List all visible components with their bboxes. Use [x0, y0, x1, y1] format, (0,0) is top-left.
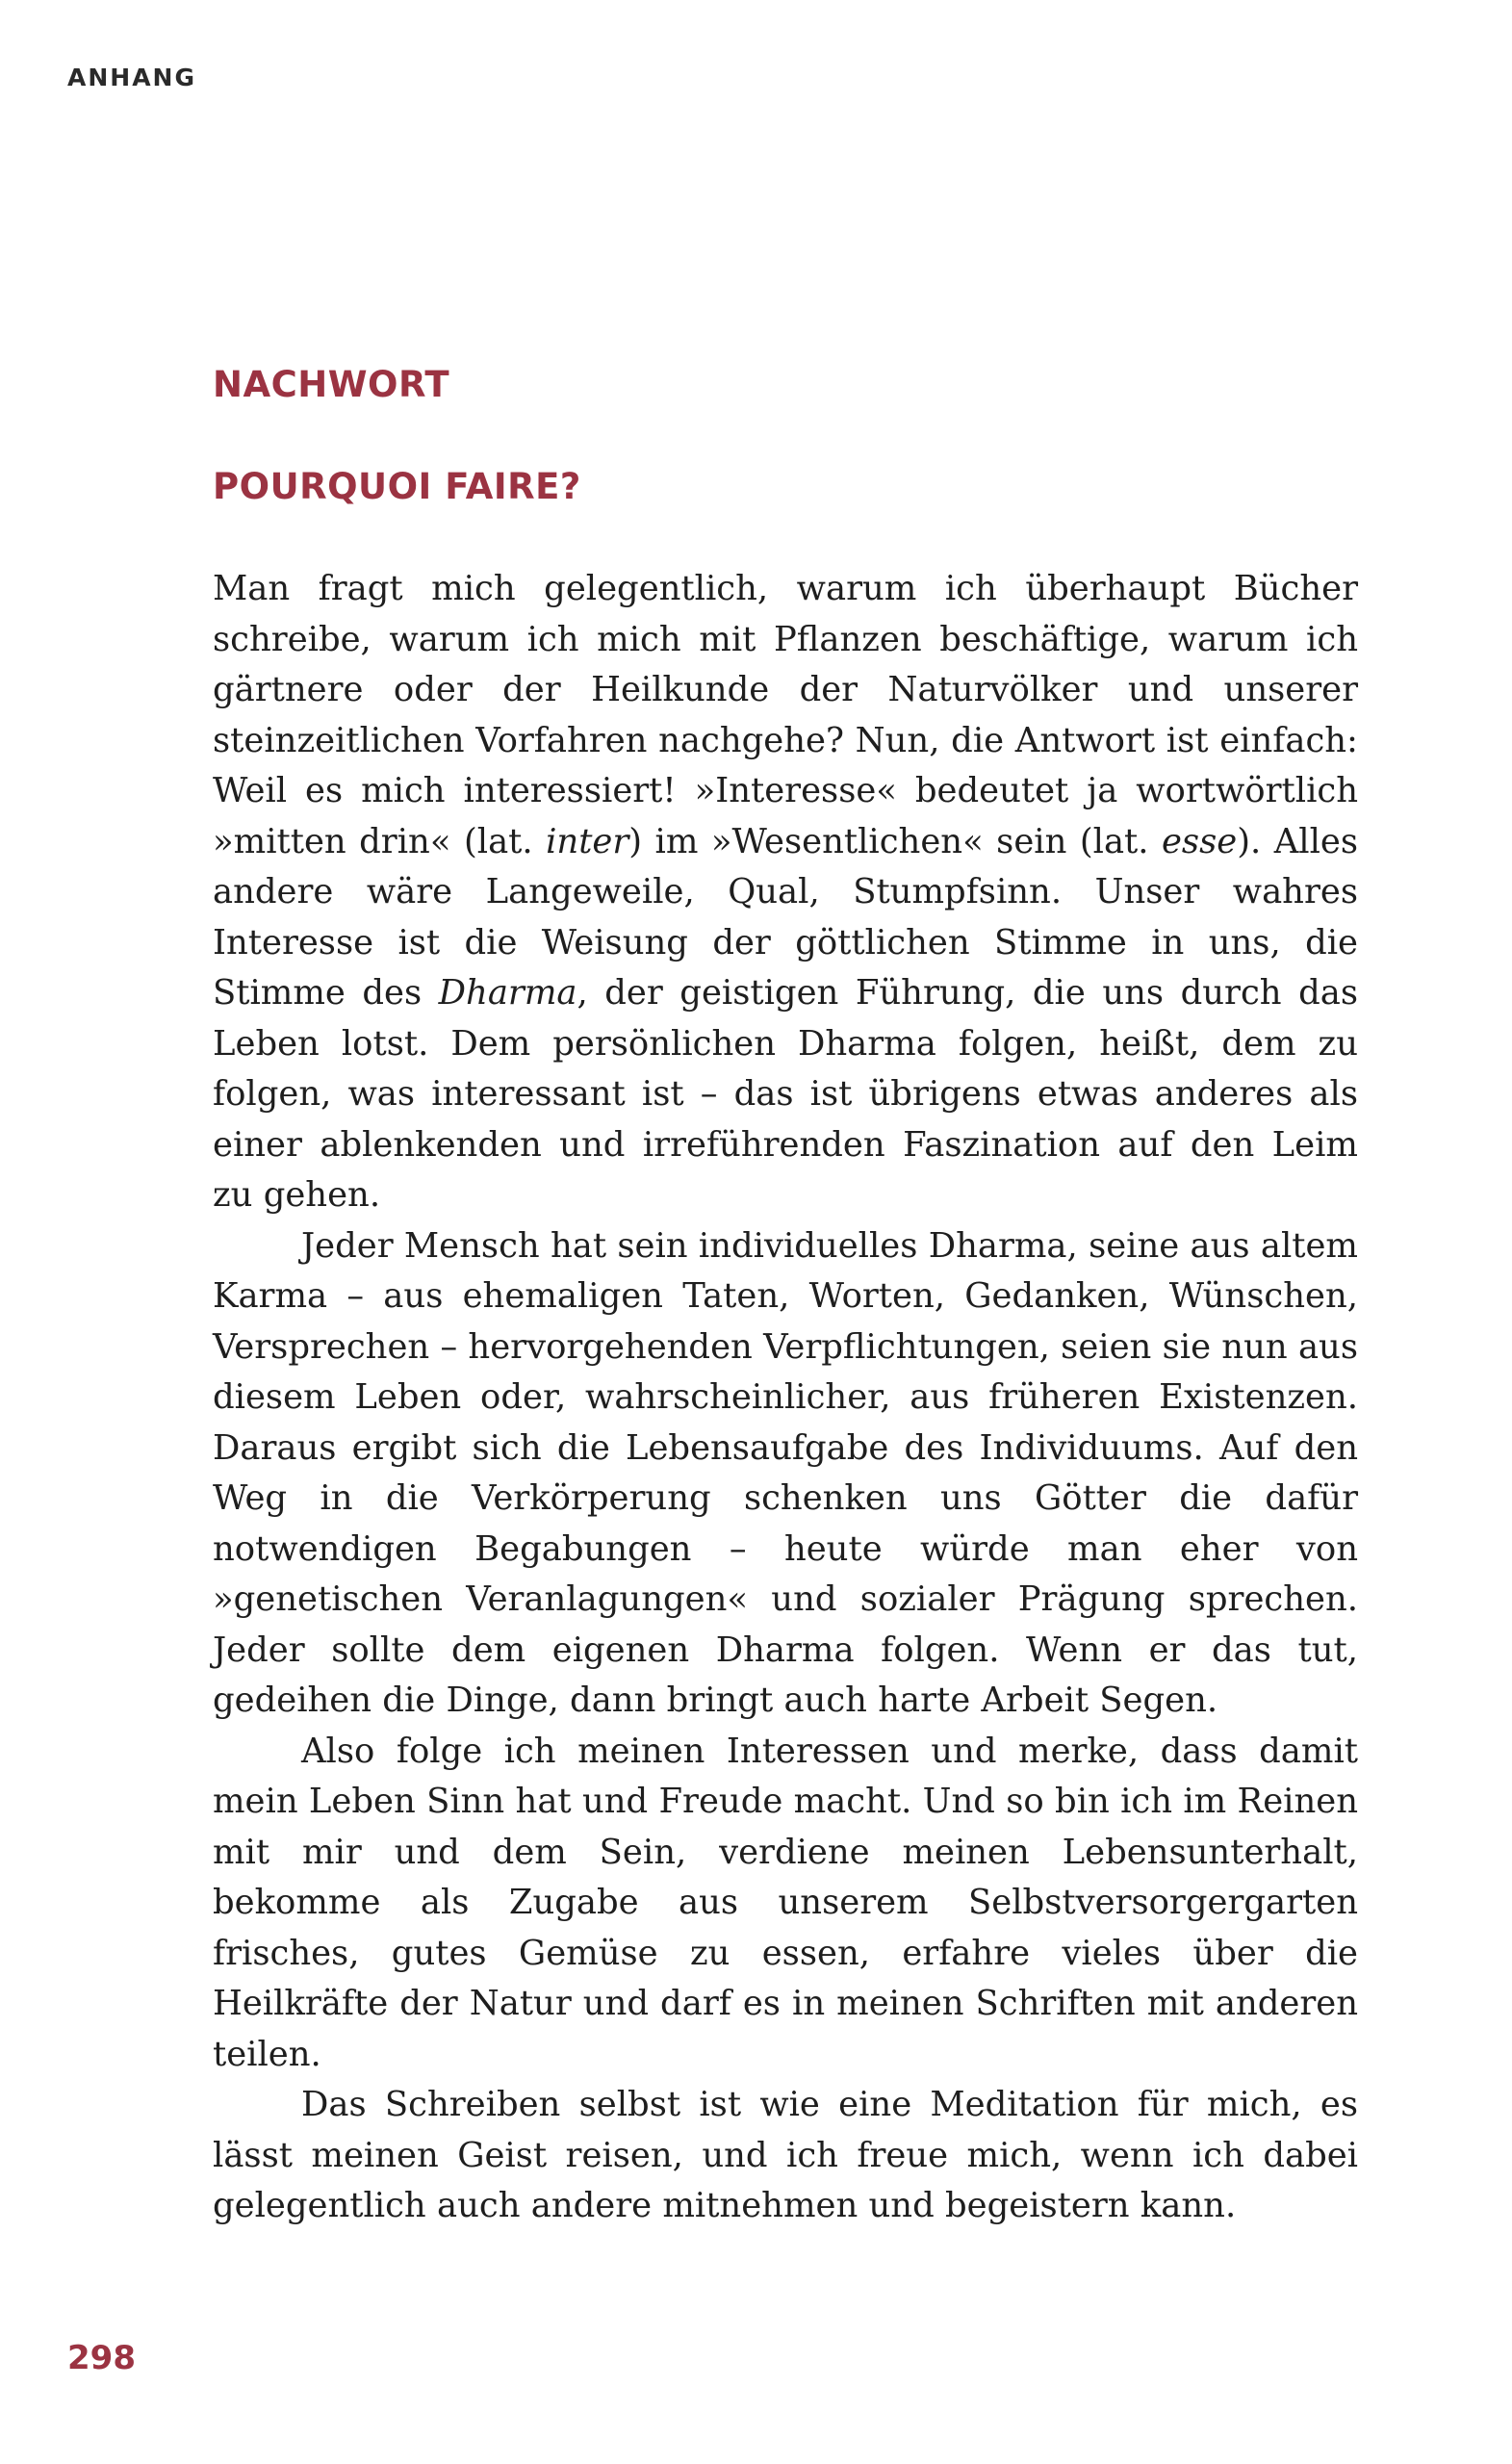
text-segment: ) im »Wesentlichen« sein (lat. — [628, 821, 1162, 861]
paragraph-1 — [213, 564, 1358, 1221]
running-head: ANHANG — [67, 64, 196, 91]
latin-term-inter: inter — [546, 821, 629, 861]
chapter-title: NACHWORT — [213, 364, 450, 405]
page-number: 298 — [67, 2339, 136, 2377]
body-text — [213, 564, 1358, 2232]
term-dharma: Dharma — [438, 973, 577, 1013]
text-segment: Man fragt mich gelegentlich, warum ich überhaupt Bücher schreibe, warum ich mich mit Pflanzen beschäftige, warum ich gärtnere oder der Heilkunde der Naturvölker und unserer steinzeitlichen Vorfahren nachgehe? Nun, die Antwort ist einfach: Weil es mich interessiert! »Interesse« bedeutet ja wortwörtlich »mitten drin« (lat. — [213, 569, 1358, 861]
text-segment: ). Alles andere wäre Langeweile, Qual, Stumpfsinn. Unser wahres Interesse ist die Weisung der göttlichen Stimme in uns, die Stimme des — [213, 821, 1359, 1013]
text-segment: , der geistigen Führung, die uns durch das Leben lotst. Dem persönlichen Dharma folgen, heißt, dem zu folgen, was interessant ist – das ist übrigens etwas anderes als einer ablenkenden und irreführenden Faszination auf den Leim zu gehen. — [213, 973, 1359, 1215]
paragraph-2: Jeder Mensch hat sein individuelles Dharma, seine aus altem Karma – aus ehemaligen Taten, Worten, Gedanken, Wünschen, Versprechen – hervorgehenden Verpflichtungen, seien sie nun aus diesem Leben oder, wahrscheinlicher, aus früheren Existenzen. Daraus ergibt sich die Lebensaufgabe des Individuums. Auf den Weg in die Verkörperung schenken uns Götter die dafür notwendigen Begabungen – heute würde man eher von »genetischen Veranlagungen« und sozialer Prägung sprechen. Jeder sollte dem eigenen Dharma folgen. Wenn er das tut, gedeihen die Dinge, dann bringt auch harte Arbeit Segen. — [213, 1225, 1358, 1720]
section-title: POURQUOI FAIRE? — [213, 466, 581, 507]
paragraph-3: Also folge ich meinen Interessen und merke, dass damit mein Leben Sinn hat und Freude macht. Und so bin ich im Reinen mit mir und dem Sein, verdiene meinen Lebensunterhalt, bekomme als Zugabe aus unserem Selbstversorgergarten frisches, gutes Gemüse zu essen, erfahre vieles über die Heilkräfte der Natur und darf es in meinen Schriften mit anderen teilen. — [213, 1731, 1358, 2074]
paragraph-4: Das Schreiben selbst ist wie eine Meditation für mich, es lässt meinen Geist reisen, und ich freue mich, wenn ich dabei gelegentlich auch andere mitnehmen und begeistern kann. — [213, 2085, 1358, 2225]
latin-term-esse: esse — [1161, 821, 1238, 861]
